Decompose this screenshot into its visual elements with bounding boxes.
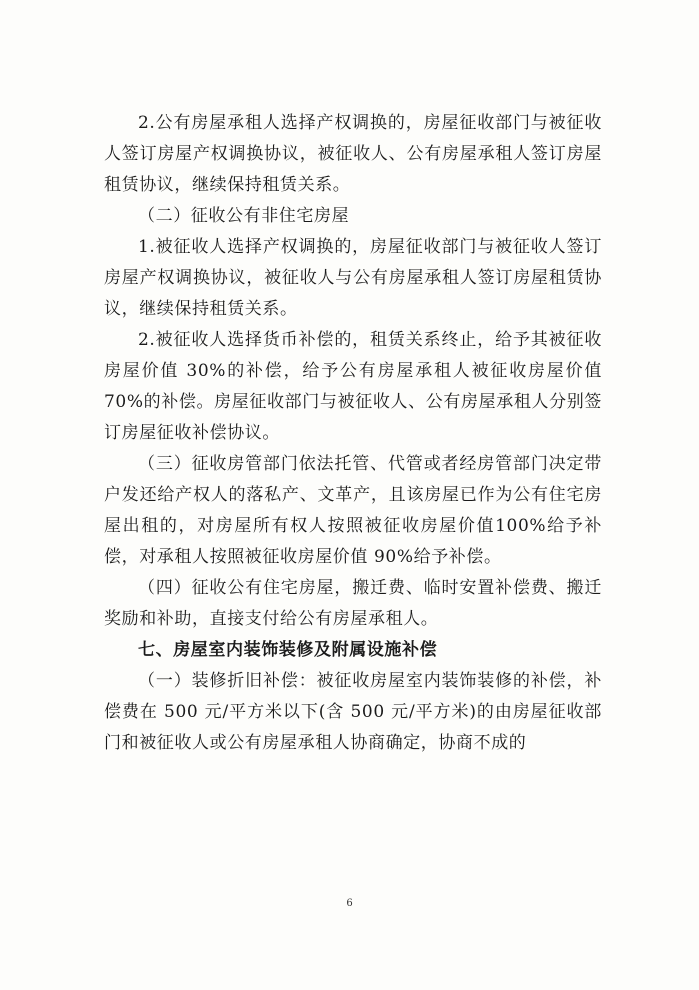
page-number: 6 (346, 898, 353, 909)
paragraph-managed-property: （三）征收房管部门依法托管、代管或者经房管部门决定带户发还给产权人的落私产、文革产，且该房屋已作为公有住宅房屋出租的，对房屋所有权人按照被征收房屋价值100%给予补偿，对承租人按照被征收房屋价值 90%给予补偿。 (104, 454, 602, 567)
paragraph-public-tenant-exchange: 2.公有房屋承租人选择产权调换的，房屋征收部门与被征收人签订房屋产权调换协议，被征收人、公有房屋承租人签订房屋租赁协议，继续保持租赁关系。 (104, 113, 602, 195)
document-body (104, 108, 602, 759)
paragraph-relocation-fees: （四）征收公有住宅房屋，搬迁费、临时安置补偿费、搬迁奖励和补助，直接支付给公有房屋承租人。 (104, 578, 602, 629)
paragraph-decoration-depreciation: （一）装修折旧补偿：被征收房屋室内装饰装修的补偿，补偿费在 500 元/平方米以下(含 500 元/平方米)的由房屋征收部门和被征收人或公有房屋承租人协商确定，协商不成的 (104, 671, 602, 753)
paragraph-monetary-compensation: 2.被征收人选择货币补偿的，租赁关系终止，给予其被征收房屋价值 30%的补偿，给予公有房屋承租人被征收房屋价值 70%的补偿。房屋征收部门与被征收人、公有房屋承租人分别签订房屋征收补偿协议。 (104, 330, 602, 443)
paragraph-owner-exchange: 1.被征收人选择产权调换的，房屋征收部门与被征收人签订房屋产权调换协议，被征收人与公有房屋承租人签订房屋租赁协议，继续保持租赁关系。 (104, 237, 602, 319)
subheading-non-residential: （二）征收公有非住宅房屋 (138, 206, 350, 226)
section-heading-decoration: 七、房屋室内装饰装修及附属设施补偿 (138, 640, 438, 660)
